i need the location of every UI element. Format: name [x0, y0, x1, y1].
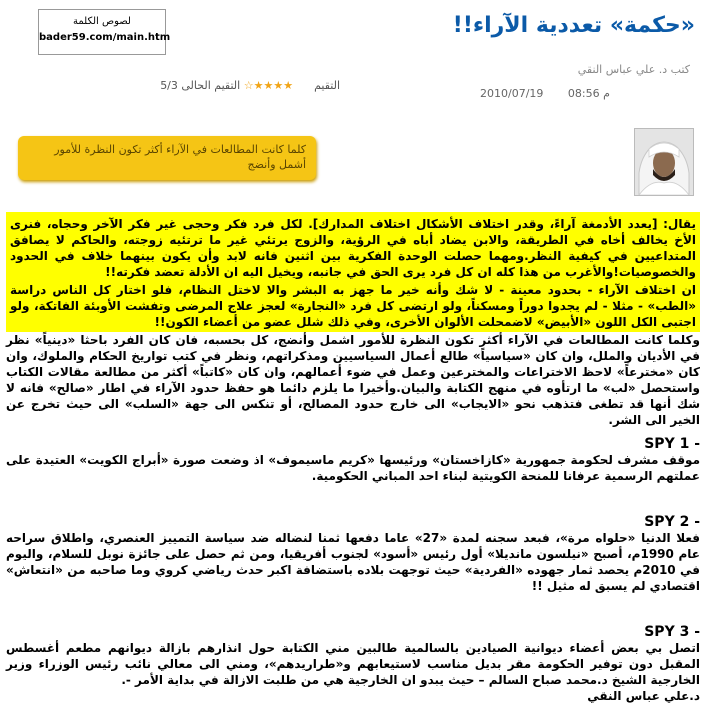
body-paragraph: وكلما كانت المطالعات في الآراء أكثر تكون النظرة للأمور اشمل وأنضج، كل بحسبه، فان كان الفرد باحثا «دينياً» نظر في الأديان والملل، وان كان «سياسياً» طالع أعمال السياسيين ومذكراتهم، ونظر في كتب تواريخ الحكام والملوك، وان كان «مخترعاً» لاحظ الاختراعات والمخترعين وعمل في ضوء أعمالهم، وان كان «كاتباً» أكثر من مطالعة مقالات الكتاب واستحصل «لب» ما ارتأوه في منهج الكتابة والبيان.وأخيرا ما يلزم دائما هو حفظ حدود الآراء في اطار «صالح» فانه لا شك أنها قد تطغى فتذهب نحو «الايجاب» الى خارج حدود المصالح، أو تنكس الى جهة «السلب» الى حيث تخرج عن الخير الى الشر.	[6, 333, 700, 427]
publish-date: 2010/07/19	[480, 87, 544, 100]
spy-1-text: موقف مشرف لحكومة جمهورية «كازاخستان» ورئيسها «كريم ماسيموف» اذ وضعت صورة «أبراج الكويت» العتيدة على عملتهم الرسمية عرفانا للمنحة الكويتية لبناء احد المباني الحكومية.	[6, 453, 700, 483]
author-portrait-icon	[635, 129, 693, 195]
rating-row	[40, 78, 340, 94]
spy-2-text: فعلا الدنيا «حلواه مرة»، فبعد سجنه لمدة «27» عاما دفعها ثمنا لنضاله ضد سياسة التمييز العنصري، واطلاق سراحه عام 1990م، أصبح «نيلسون مانديلا» أول رئيس «أسود» لجنوب أفريقيا، ومن ثم حصل على جائزة نوبل للسلام، واليوم في 2010م يحصد ثمار جهوده «الفردية» حيث توجهت بلاده باستضافة اكبر حدث رياضي كروي وما صاحبه من «انتعاش» اقتصادي لم يسبق له مثيل !!	[6, 531, 700, 593]
article-body	[6, 212, 700, 704]
star-filled-icon[interactable]: ★	[263, 79, 274, 92]
word-thieves-url[interactable]: bader59.com/main.htm	[39, 32, 171, 43]
author-signature: د.علي عباس النقي	[587, 689, 700, 703]
spy-3-text: اتصل بي بعض أعضاء ديوانية الصيادين بالسالمية طالبين مني الكتابة حول انذارهم بازالة ديوانهم مطعم أغسطس المقبل دون توفير الحكومة مقر بديل مناسب لاستيعابهم و«طراريدهم»، ومني الى معالي نائب رئيس الوزراء وزير الخارجية الشيخ د.محمد صباح السالم – حيث يبدو ان الخارجية هي من طلبت الازالة في بداية الأمر -.	[6, 641, 700, 687]
word-thieves-label: لصوص الكلمة	[73, 16, 131, 27]
highlighted-intro	[6, 212, 700, 332]
star-rating-widget[interactable]	[240, 79, 293, 92]
intro-paragraph-2: ان اختلاف الآراء - بحدود معينة - لا شك وأنه خير ما جهز به البشر والا لاختل النظام، فلو اختار كل الناس دراسة «الطب» - مثلا - لم يجدوا دوراً ومسكناً، ولو ارتضى كل فرد «النجارة» لعجز علاج المرضى وتفشت الأوبئة الفاتكة، ولو اجتبى الكل اللون «الأبيض» لاضمحلت الألوان الأخرى، وفي ذلك شلل عضو من أعضاء الكون!!	[10, 283, 696, 329]
author-photo	[634, 128, 694, 196]
intro-paragraph-1: يقال: [يعدد الأدمغة آراءً، وقدر اختلاف الأشكال اختلاف المدارك]. لكل فرد فكر وحجى غير فكر الآخر وحجاه، فنرى الأخ يخالف أخاه في الطريقة، والابن يضاد أباه في الرؤية، والزوج يرتئي غير ما ترتئيه زوجته، والحاكم لا يصافق المتداعيين في كيفية النظر.ومهما حصلت الوحدة الفكرية بين اثنين فانه لابد وأن يكون بينهما خلاف في الحدود والخصوصيات!والأغرب من هذا كله ان كل فرد يرى الحق في جانبه، ويخيل اليه ان الأدلة تعضد فكرته!!	[10, 217, 696, 279]
spy-2-heading: SPY 2 -	[644, 514, 700, 530]
publish-time: 08:56	[567, 87, 600, 100]
time-suffix: م	[603, 87, 610, 100]
rating-label: التقيم	[314, 79, 340, 92]
spy-1-heading: SPY 1 -	[644, 436, 700, 452]
star-filled-icon[interactable]: ★	[283, 79, 294, 92]
article-title: «حكمة» تعددية الآراء!!	[452, 13, 695, 38]
spy-3-heading: SPY 3 -	[644, 624, 700, 640]
current-rating-text: التقيم الحالى 5/3	[160, 79, 241, 92]
star-filled-icon[interactable]: ★	[253, 79, 264, 92]
star-filled-icon[interactable]: ★	[273, 79, 284, 92]
word-thieves-box[interactable]	[38, 9, 171, 55]
publish-datetime	[480, 86, 692, 102]
pull-quote-box	[18, 136, 316, 180]
pull-quote-text: كلما كانت المطالعات في الآراء أكثر تكون النظرة للأمور أشمل وأنضج	[54, 143, 306, 171]
author-line: كتب د. علي عباس النقي	[577, 63, 690, 76]
star-empty-icon[interactable]: ☆	[243, 79, 254, 92]
